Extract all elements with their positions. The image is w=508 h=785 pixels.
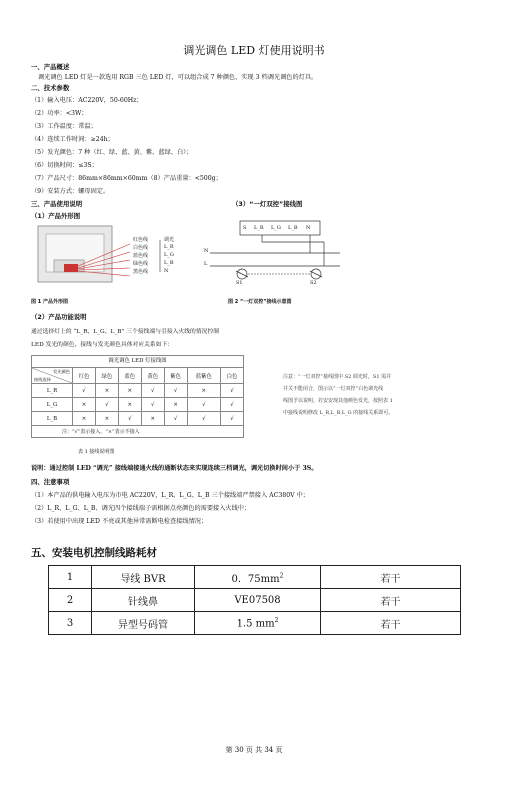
table-cell: √: [164, 384, 187, 398]
wire-label: 蓝色线: [133, 253, 149, 259]
wire-label: 黑色线: [133, 269, 149, 275]
explanation-text: 说明：通过控制 LED “调光” 接线端接通火线的通断状态来实现连续三档调光，调光切换时间小于 3S。: [31, 465, 318, 472]
notice-line: （2）L_R、L_G、L_B、调光四个接线端子需根据点亮颜色的需要接入火线中；: [31, 505, 251, 512]
table-header: 红色: [73, 368, 96, 384]
material-name: 针线鼻: [92, 589, 195, 612]
material-spec: VE07508: [234, 594, 281, 606]
terminal-label: N: [164, 268, 169, 274]
section-4-heading: 四、注意事项: [31, 478, 70, 486]
wiring-terminal: L_B: [288, 225, 298, 231]
param-line: （5）发光颜色：7 种（红、绿、蓝、黄、紫、蓝绿、白）；: [31, 149, 193, 156]
note-line: 线图予以说明，若安安现其他颜色发光，按照表 1: [283, 398, 393, 404]
material-no: 2: [49, 589, 92, 612]
materials-table: [48, 565, 461, 635]
section-3-heading: 三、产品使用说明: [31, 200, 83, 208]
section-2-heading: 二、技术参数: [31, 84, 70, 92]
param-line: （1）输入电压：AC220V，50-60Hz；: [31, 97, 143, 104]
row-label: L_R: [32, 384, 73, 398]
wire-label: 白色线: [133, 245, 149, 251]
material-spec-cell: [195, 566, 321, 589]
wiring-terminal: L_G: [271, 225, 281, 231]
table-header: 紫色: [164, 368, 187, 384]
wiring-terminal: N: [306, 225, 311, 231]
table-row: [32, 384, 244, 398]
table-header: 白色: [221, 368, 244, 384]
table-row: [32, 398, 244, 412]
wiring-n-label: N: [204, 248, 209, 254]
section-1-text: 调光调色 LED 灯是一款选用 RGB 三色 LED 灯，可以组合成 7 种颜色，实现 3 档调光调色的灯具。: [38, 74, 318, 81]
table-footnote: 注：“√”表示接入，“×”表示不接入: [32, 426, 244, 438]
table-cell: ×: [118, 398, 141, 412]
material-name: 导线 BVR: [92, 566, 195, 589]
table-cell: √: [187, 398, 220, 412]
table-caption: 表 1 接线说明图: [78, 449, 115, 455]
table-footnote-row: [32, 426, 244, 438]
param-line: （2）功率：<3W；: [31, 110, 88, 117]
spec-superscript: 2: [279, 572, 284, 580]
section-1-heading: 一、产品概述: [31, 63, 70, 71]
table-cell: √: [73, 384, 96, 398]
material-spec-cell: [195, 612, 321, 635]
corner-top-label: 发光颜色: [53, 369, 70, 374]
param-line: （7）产品尺寸：86mm×86mm×60mm（8）产品重量：<500g；: [31, 175, 222, 182]
note-line: 中接线说明修改 L_R,L_B,L_G 的接线关系即可。: [283, 410, 394, 416]
product-figure: [36, 224, 214, 286]
material-no: 1: [49, 566, 92, 589]
table-cell: ×: [73, 398, 96, 412]
table-header: 蓝紫色: [187, 368, 220, 384]
table-cell: ×: [164, 398, 187, 412]
switch-s1-label: S1: [236, 280, 243, 286]
wiring-subheading: （3）“一灯双控”接线图: [232, 200, 303, 208]
table-row: [32, 412, 244, 426]
wiring-table-title: 调光调色 LED 灯接线图: [31, 355, 244, 367]
section-5-heading: 五、安装电机控制线路耗材: [31, 547, 157, 559]
table-cell: √: [187, 412, 220, 426]
table-cell: ×: [73, 412, 96, 426]
wiring-table: [31, 367, 244, 438]
function-text: 通过选择灯上的 “L_R、L_G、L_B” 三个接线端与引接入火线的情况控制: [31, 329, 220, 335]
figure-1-caption: 图 1 产品外形图: [31, 299, 68, 305]
function-subheading: （2）产品功能说明: [31, 313, 87, 321]
table-cell: ×: [95, 412, 118, 426]
corner-bottom-label: 接线选择: [34, 377, 51, 382]
wiring-terminal: L_R: [254, 225, 264, 231]
material-name: 异型号码管: [92, 612, 195, 635]
note-line: 注意：“一灯双控”接线图中 S2 调光时，S1 需并: [283, 374, 392, 380]
table-cell: √: [95, 398, 118, 412]
table-cell: √: [221, 412, 244, 426]
material-spec-cell: [195, 589, 321, 612]
row-label: L_B: [32, 412, 73, 426]
table-row: [49, 589, 461, 612]
table-row: [49, 566, 461, 589]
material-no: 3: [49, 612, 92, 635]
notice-line: （1）本产品的供电输入电压为市电 AC220V，L_R、L_G、L_B 三个接线端严禁接入 AC380V 中；: [31, 492, 309, 499]
terminal-label: 调光: [164, 237, 175, 243]
table-header-row: [32, 368, 244, 384]
table-cell: √: [141, 384, 164, 398]
wiring-table-frame: [31, 355, 244, 453]
material-spec: 1.5 mm: [236, 618, 275, 630]
wiring-terminal: S: [243, 225, 247, 231]
product-illustration: [36, 224, 214, 286]
table-cell: ×: [141, 412, 164, 426]
table-header: 绿色: [95, 368, 118, 384]
row-label: L_G: [32, 398, 73, 412]
table-cell: √: [221, 384, 244, 398]
notice-line: （3）若使用中出现 LED 不亮或其他异常需断电检查接线情况；: [31, 518, 208, 525]
table-cell: ×: [118, 384, 141, 398]
material-qty: 若干: [321, 589, 461, 612]
table-cell: √: [118, 412, 141, 426]
table-cell: ×: [95, 384, 118, 398]
wiring-l-label: L: [204, 261, 208, 267]
table-cell: ×: [187, 384, 220, 398]
material-spec: 0．75mm: [231, 573, 280, 585]
table-cell: √: [221, 398, 244, 412]
function-text: LED 发光的颜色，接线与发光颜色具体对应关系如下：: [31, 342, 174, 348]
param-line: （6）切换时间：≤3S；: [31, 162, 98, 169]
table-header: 蓝色: [118, 368, 141, 384]
terminal-label: L_B: [164, 260, 174, 266]
wire-label: 红色线: [133, 237, 149, 243]
param-line: （9）安装方式：螺母固定。: [31, 188, 110, 195]
figure-2-caption: 图 2 “一灯双控”接线示意图: [228, 299, 292, 305]
table-header: 黄色: [141, 368, 164, 384]
note-line: 并关不能闭合，图示以“一灯双控”白色调光线: [283, 386, 384, 392]
wire-label: 绿色线: [133, 261, 149, 267]
table-cell: √: [141, 398, 164, 412]
param-line: （3）工作温度：常温；: [31, 123, 97, 130]
page-footer: 第 30 页 共 34 页: [225, 746, 283, 754]
table-row: [49, 612, 461, 635]
spec-superscript: 2: [274, 616, 279, 624]
table-corner-cell: [32, 368, 73, 384]
wiring-figure: [200, 216, 350, 288]
document-title: 调光调色 LED 灯使用说明书: [183, 44, 325, 57]
product-subheading: （1）产品外形图: [31, 212, 81, 220]
material-qty: 若干: [321, 566, 461, 589]
terminal-label: L_G: [164, 252, 174, 258]
param-line: （4）连续工作时间：≥24h；: [31, 136, 114, 143]
table-cell: √: [164, 412, 187, 426]
terminal-label: L_R: [164, 244, 174, 250]
switch-s2-label: S2: [310, 280, 317, 286]
material-qty: 若干: [321, 612, 461, 635]
